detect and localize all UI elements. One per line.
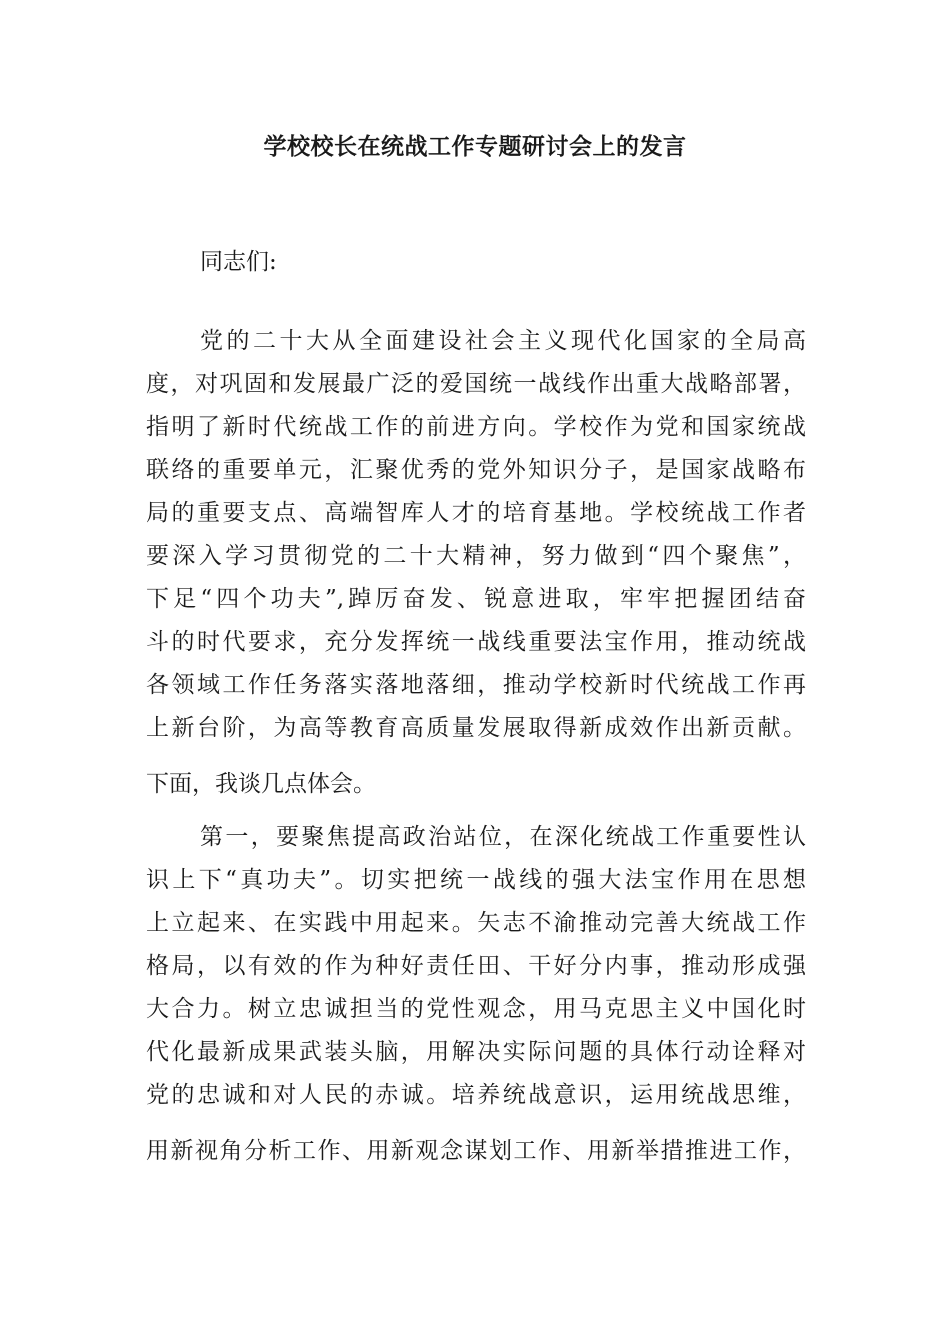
body-line: 要深入学习贯彻党的二十大精神，努力做到“四个聚焦”， (146, 543, 806, 569)
body-line: 上新台阶，为高等教育高质量发展取得新成效作出新贡献。 (146, 715, 806, 741)
body-line: 格局，以有效的作为种好责任田、干好分内事，推动形成强 (146, 953, 806, 979)
body-line: 上立起来、在实践中用起来。矢志不渝推动完善大统战工作 (146, 910, 806, 936)
body-line: 斗的时代要求，充分发挥统一战线重要法宝作用，推动统战 (146, 629, 806, 655)
body-line: 下足“四个功夫”,踔厉奋发、锐意进取，牢牢把握团结奋 (146, 586, 806, 612)
body-line: 度，对巩固和发展最广泛的爱国统一战线作出重大战略部署， (146, 371, 806, 397)
body-line: 各领域工作任务落实落地落细，推动学校新时代统战工作再 (146, 672, 806, 698)
body-line: 党的忠诚和对人民的赤诚。培养统战意识，运用统战思维， (146, 1082, 806, 1108)
body-line: 用新视角分析工作、用新观念谋划工作、用新举措推进工作， (146, 1138, 806, 1164)
body-line: 指明了新时代统战工作的前进方向。学校作为党和国家统战 (146, 414, 806, 440)
body-line: 代化最新成果武装头脑，用解决实际问题的具体行动诠释对 (146, 1039, 806, 1065)
body-line: 大合力。树立忠诚担当的党性观念，用马克思主义中国化时 (146, 996, 806, 1022)
salutation: 同志们: (200, 249, 277, 275)
document-title: 学校校长在统战工作专题研讨会上的发言 (263, 134, 687, 160)
body-line: 下面，我谈几点体会。 (146, 771, 376, 797)
body-line: 局的重要支点、高端智库人才的培育基地。学校统战工作者 (146, 500, 806, 526)
body-line: 党的二十大从全面建设社会主义现代化国家的全局高 (200, 328, 806, 354)
body-line: 识上下“真功夫”。切实把统一战线的强大法宝作用在思想 (146, 867, 806, 893)
body-line: 联络的重要单元，汇聚优秀的党外知识分子，是国家战略布 (146, 457, 806, 483)
body-line: 第一，要聚焦提高政治站位，在深化统战工作重要性认 (200, 824, 806, 850)
